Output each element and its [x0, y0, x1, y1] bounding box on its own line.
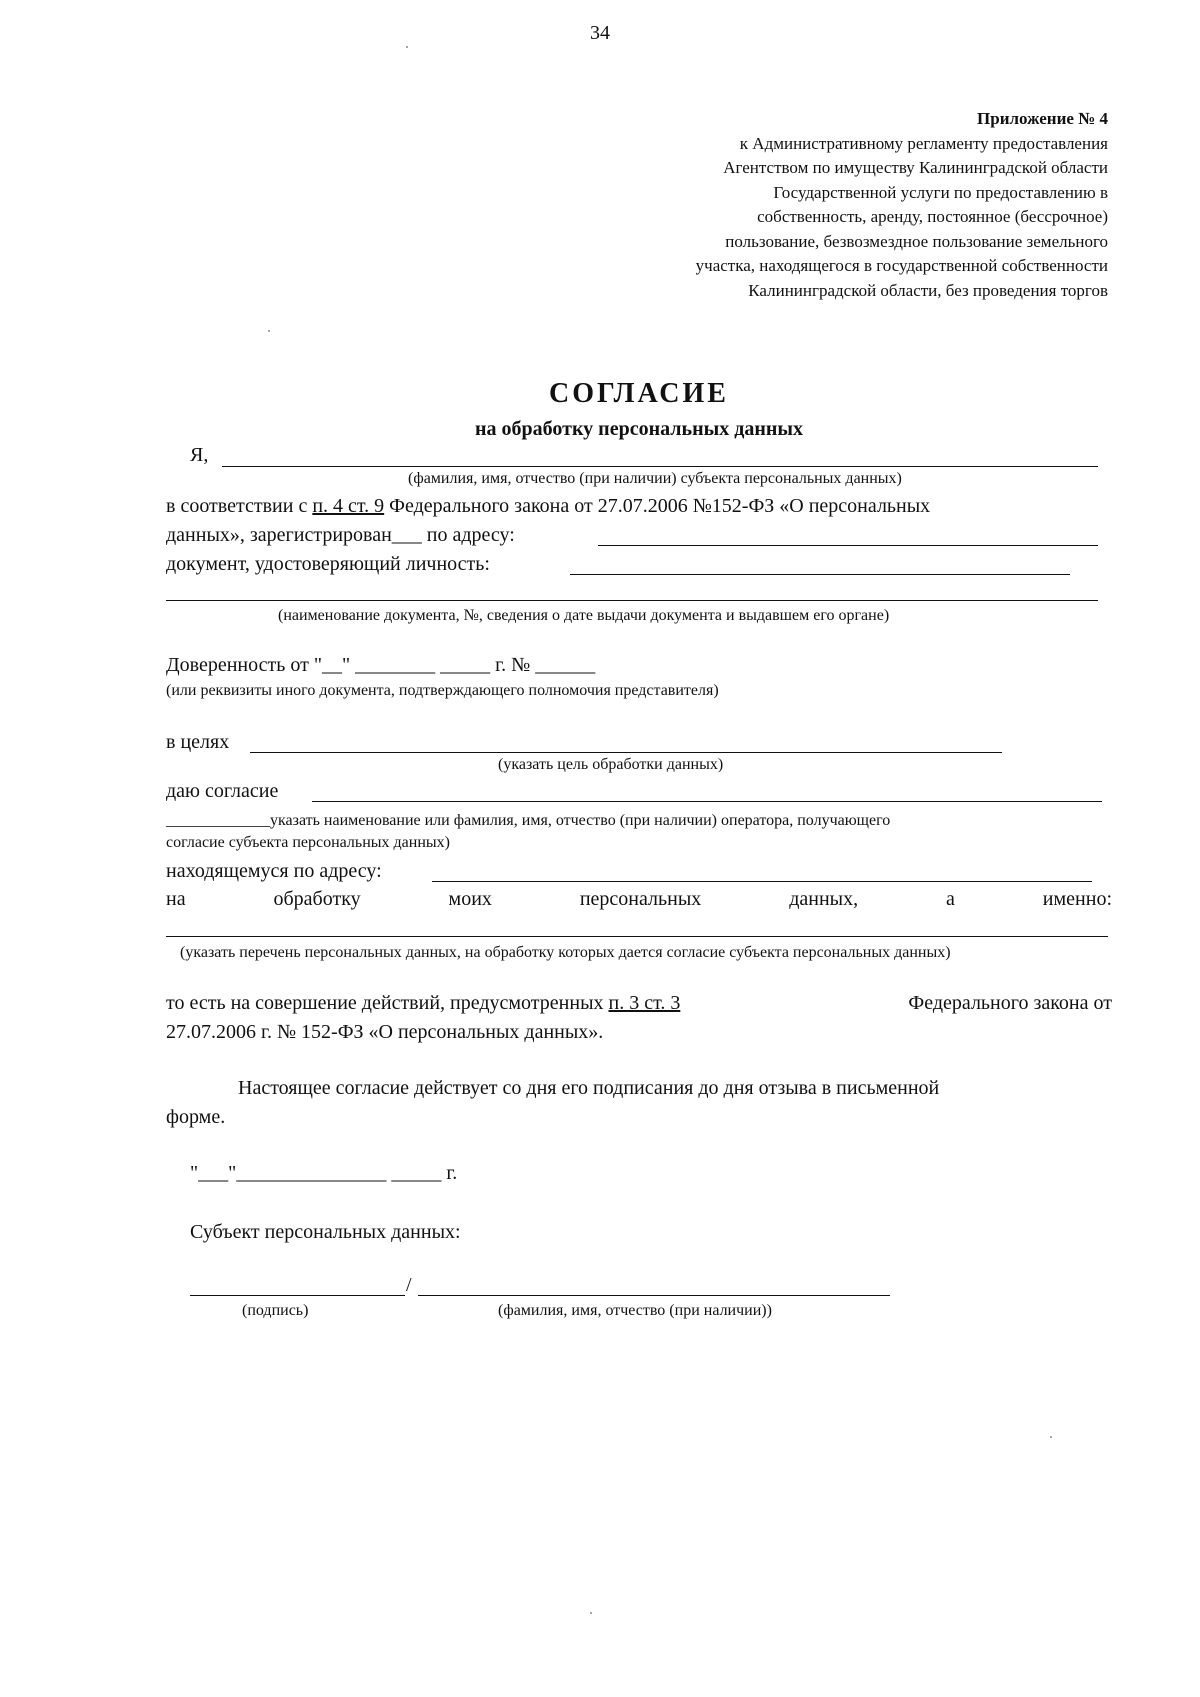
operator-address-label: находящемуся по адресу: [166, 860, 382, 882]
processing-word: обработку [273, 888, 361, 910]
law-reference: п. 4 ст. 9 [312, 495, 385, 517]
scan-speck [406, 46, 408, 48]
data-list-caption: (указать перечень персональных данных, на обработку которых дается согласие субъекта персональных данных) [180, 944, 951, 961]
operator-address-field[interactable] [432, 881, 1092, 882]
validity-line-2: форме. [166, 1106, 226, 1128]
appendix-line: Государственной услуги по предоставлению в [773, 182, 1108, 202]
processing-word: именно: [1042, 888, 1112, 910]
appendix-line: к Административному регламенту предоставления [739, 133, 1108, 153]
purpose-field[interactable] [250, 752, 1002, 753]
processing-line [166, 888, 1112, 911]
id-doc-caption: (наименование документа, №, сведения о дате выдачи документа и выдавшем его органе) [278, 607, 890, 624]
appendix-line: собственность, аренду, постоянное (бессрочное) [757, 207, 1108, 226]
scan-speck [268, 330, 270, 332]
law-line-pre: в соответствии с [166, 495, 313, 517]
processing-word: на [166, 888, 186, 910]
operator-blank[interactable]: _____________ [166, 812, 270, 829]
fio-caption: (фамилия, имя, отчество (при наличии)) [498, 1302, 772, 1319]
actions-reference: п. 3 ст. 3 [608, 992, 681, 1014]
date-field[interactable]: "___"_______________ _____ г. [190, 1162, 458, 1184]
actions-line [166, 992, 1112, 1015]
purpose-caption: (указать цель обработки данных) [498, 756, 724, 773]
actions-pre: то есть на совершение действий, предусмотренных [166, 992, 609, 1014]
appendix-line: Калининградской области, без проведения торгов [748, 280, 1108, 300]
appendix-heading: Приложение № 4 [977, 109, 1108, 128]
appendix-block [696, 107, 1108, 303]
law-line-post: Федерального закона от 27.07.2006 №152-ФЗ «О персональных [384, 495, 931, 517]
purpose-label: в целях [166, 731, 230, 753]
processing-word: моих [448, 888, 492, 910]
operator-name-field[interactable] [312, 801, 1102, 802]
actions-line-2: 27.07.2006 г. № 152-ФЗ «О персональных данных». [166, 1021, 604, 1043]
i-label: Я, [190, 444, 209, 466]
page-number: 34 [590, 22, 610, 44]
subject-name-caption: (фамилия, имя, отчество (при наличии) субъекта персональных данных) [408, 470, 902, 487]
signature-name-field[interactable] [418, 1295, 890, 1296]
registered-address-field[interactable] [598, 545, 1098, 546]
law-line [166, 495, 930, 518]
power-of-attorney-caption: (или реквизиты иного документа, подтверждающего полномочия представителя) [166, 682, 719, 699]
signature-caption: (подпись) [242, 1302, 309, 1319]
id-doc-details-field[interactable] [166, 600, 1098, 601]
id-doc-label: документ, удостоверяющий личность: [166, 553, 490, 575]
appendix-line: пользование, безвозмездное пользование земельного [725, 231, 1108, 251]
appendix-line: Агентством по имуществу Калининградской области [723, 158, 1108, 177]
subject-label: Субъект персональных данных: [190, 1221, 461, 1243]
document-subtitle: на обработку персональных данных [475, 418, 803, 440]
subject-name-field[interactable] [222, 466, 1098, 467]
operator-caption-line [166, 812, 890, 830]
processing-word: персональных [579, 888, 702, 910]
data-list-field[interactable] [166, 936, 1108, 937]
operator-caption: указать наименование или фамилия, имя, отчество (при наличии) оператора, получающего [270, 812, 891, 829]
signature-separator: / [406, 1274, 412, 1296]
processing-word: данных, [789, 888, 859, 910]
actions-post: Федерального закона от [908, 992, 1112, 1014]
validity-line: Настоящее согласие действует со дня его подписания до дня отзыва в письменной [238, 1077, 940, 1099]
scan-speck [590, 1612, 592, 1614]
power-of-attorney-line[interactable]: Доверенность от "__" ________ _____ г. № ______ [166, 654, 596, 676]
consent-label: даю согласие [166, 780, 279, 802]
appendix-line: участка, находящегося в государственной собственности [695, 256, 1108, 275]
processing-word: а [946, 888, 955, 910]
id-doc-field[interactable] [570, 574, 1070, 575]
operator-caption-line-2: согласие субъекта персональных данных) [166, 834, 450, 851]
signature-field[interactable] [190, 1295, 405, 1296]
registered-line: данных», зарегистрирован___ по адресу: [166, 524, 515, 546]
scan-speck [1050, 1436, 1052, 1438]
document-title: СОГЛАСИЕ [549, 378, 729, 409]
